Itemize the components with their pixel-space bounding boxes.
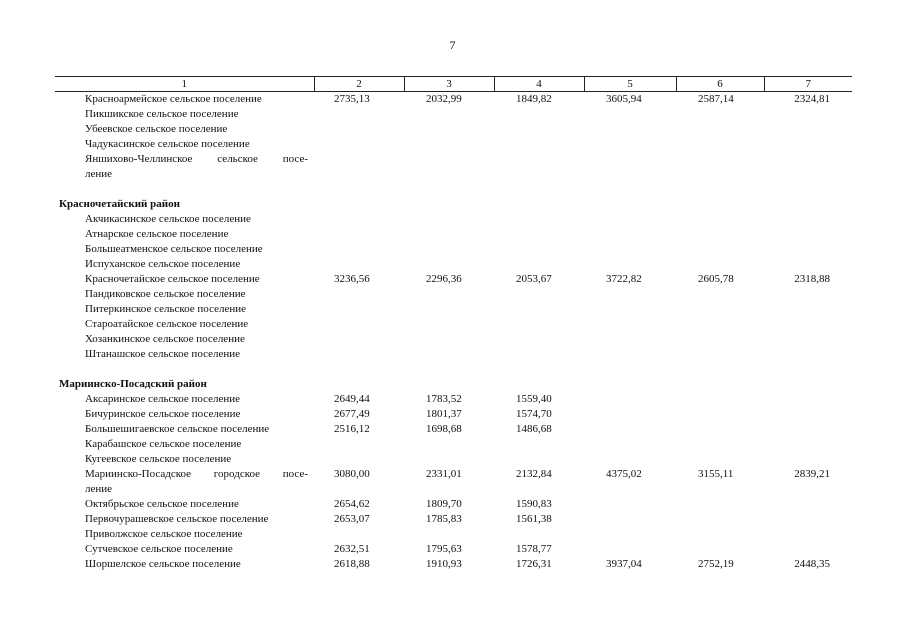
settlement-name: Чадукасинское сельское поселение bbox=[85, 138, 250, 150]
value-cell-col6 bbox=[676, 137, 764, 152]
value-cell-col3: 2331,01 bbox=[426, 468, 462, 480]
value-cell-col4 bbox=[494, 152, 584, 167]
value-cell-col5: 4375,02 bbox=[606, 468, 642, 480]
value-cell-col2: 2677,49 bbox=[334, 408, 370, 420]
value-cell-col6 bbox=[676, 257, 764, 272]
value-cell-col2: 2649,44 bbox=[334, 393, 370, 405]
value-cell-col5 bbox=[584, 407, 676, 422]
value-cell-col6 bbox=[676, 317, 764, 332]
value-cell-col6 bbox=[676, 107, 764, 122]
value-cell-col4: 1559,40 bbox=[516, 393, 552, 405]
value-cell-col4 bbox=[494, 137, 584, 152]
value-cell-col2 bbox=[314, 122, 404, 137]
value-cell-col6 bbox=[676, 287, 764, 302]
value-cell-col4: 1578,77 bbox=[516, 543, 552, 555]
value-cell-col7 bbox=[764, 212, 852, 227]
header-row bbox=[55, 77, 852, 92]
value-cell-col3: 1698,68 bbox=[426, 423, 462, 435]
value-cell-col7 bbox=[764, 107, 852, 122]
value-cell-col3 bbox=[404, 242, 494, 257]
table-row bbox=[55, 257, 852, 272]
value-cell-col4 bbox=[494, 332, 584, 347]
settlement-name: Атнарское сельское поселение bbox=[85, 228, 229, 240]
value-cell-col7: 2839,21 bbox=[794, 468, 830, 480]
value-cell-col5: 3937,04 bbox=[606, 558, 642, 570]
value-cell-col5 bbox=[584, 212, 676, 227]
value-cell-col6 bbox=[676, 407, 764, 422]
value-cell-col3 bbox=[404, 212, 494, 227]
settlement-name: Мариинско-Посадское городское посе- bbox=[85, 468, 308, 480]
value-cell-col7 bbox=[764, 167, 852, 182]
value-cell-col2 bbox=[314, 437, 404, 452]
settlement-name: Пандиковское сельское поселение bbox=[85, 288, 246, 300]
table-row bbox=[55, 317, 852, 332]
value-cell-col4 bbox=[494, 242, 584, 257]
settlement-name: Шоршелское сельское поселение bbox=[85, 558, 241, 570]
settlement-name: ление bbox=[85, 168, 113, 180]
value-cell-col3: 1910,93 bbox=[426, 558, 462, 570]
value-cell-col4 bbox=[494, 212, 584, 227]
settlement-name: Большеатменское сельское поселение bbox=[85, 243, 263, 255]
value-cell-col2 bbox=[314, 527, 404, 542]
value-cell-col4: 2053,67 bbox=[516, 273, 552, 285]
value-cell-col6 bbox=[676, 347, 764, 362]
value-cell-col5 bbox=[584, 542, 676, 557]
column-header: 1 bbox=[55, 77, 314, 92]
value-cell-col2 bbox=[314, 347, 404, 362]
table-row bbox=[55, 227, 852, 242]
value-cell-col2 bbox=[314, 302, 404, 317]
table-row bbox=[55, 212, 852, 227]
table-row bbox=[55, 467, 852, 482]
value-cell-col6 bbox=[676, 167, 764, 182]
district-heading: Красночетайский район bbox=[59, 198, 180, 210]
table-row bbox=[55, 557, 852, 572]
value-cell-col5 bbox=[584, 527, 676, 542]
value-cell-col5 bbox=[584, 227, 676, 242]
value-cell-col2: 2735,13 bbox=[334, 93, 370, 105]
value-cell-col6 bbox=[676, 212, 764, 227]
value-cell-col7 bbox=[764, 152, 852, 167]
value-cell-col6 bbox=[676, 437, 764, 452]
value-cell-col5 bbox=[584, 317, 676, 332]
value-cell-col5 bbox=[584, 332, 676, 347]
value-cell-col5 bbox=[584, 257, 676, 272]
column-header: 3 bbox=[404, 77, 494, 92]
value-cell-col7 bbox=[764, 512, 852, 527]
value-cell-col4: 1590,83 bbox=[516, 498, 552, 510]
value-cell-col6 bbox=[676, 527, 764, 542]
value-cell-col5 bbox=[584, 137, 676, 152]
value-cell-col4 bbox=[494, 257, 584, 272]
settlement-name: Большешигаевское сельское поселение bbox=[85, 423, 270, 435]
table-row bbox=[55, 107, 852, 122]
table-row bbox=[55, 437, 852, 452]
column-header: 2 bbox=[314, 77, 404, 92]
value-cell-col6 bbox=[676, 332, 764, 347]
value-cell-col3: 1801,37 bbox=[426, 408, 462, 420]
value-cell-col2: 2618,88 bbox=[334, 558, 370, 570]
table-row bbox=[55, 332, 852, 347]
value-cell-col5 bbox=[584, 422, 676, 437]
value-cell-col2 bbox=[314, 227, 404, 242]
column-header: 6 bbox=[676, 77, 764, 92]
table-row bbox=[55, 452, 852, 467]
value-cell-col2 bbox=[314, 452, 404, 467]
value-cell-col6 bbox=[676, 302, 764, 317]
table-row bbox=[55, 392, 852, 407]
value-cell-col4 bbox=[494, 167, 584, 182]
value-cell-col2 bbox=[314, 152, 404, 167]
settlement-name: ление bbox=[85, 483, 113, 495]
table-row bbox=[55, 167, 852, 182]
value-cell-col3 bbox=[404, 137, 494, 152]
settlement-name: Красночетайское сельское поселение bbox=[85, 273, 260, 285]
settlement-name: Убеевское сельское поселение bbox=[85, 123, 228, 135]
settlement-name: Штанашское сельское поселение bbox=[85, 348, 241, 360]
value-cell-col5 bbox=[584, 497, 676, 512]
value-cell-col3 bbox=[404, 227, 494, 242]
value-cell-col5 bbox=[584, 512, 676, 527]
value-cell-col5 bbox=[584, 242, 676, 257]
value-cell-col5 bbox=[584, 152, 676, 167]
settlement-name: Староатайское сельское поселение bbox=[85, 318, 249, 330]
data-table bbox=[55, 76, 852, 572]
value-cell-col6 bbox=[676, 512, 764, 527]
value-cell-col5 bbox=[584, 392, 676, 407]
district-heading: Мариинско-Посадский район bbox=[59, 378, 207, 390]
spacer-cell bbox=[55, 182, 852, 197]
value-cell-col6 bbox=[676, 152, 764, 167]
value-cell-col7 bbox=[764, 437, 852, 452]
settlement-name: Октябрьское сельское поселение bbox=[85, 498, 239, 510]
value-cell-col3 bbox=[404, 122, 494, 137]
value-cell-col3 bbox=[404, 287, 494, 302]
settlement-name: Красноармейское сельское поселение bbox=[85, 93, 262, 105]
value-cell-col5: 3722,82 bbox=[606, 273, 642, 285]
value-cell-col7 bbox=[764, 317, 852, 332]
value-cell-col7 bbox=[764, 482, 852, 497]
value-cell-col7 bbox=[764, 452, 852, 467]
value-cell-col7 bbox=[764, 347, 852, 362]
value-cell-col2 bbox=[314, 482, 404, 497]
value-cell-col7 bbox=[764, 527, 852, 542]
value-cell-col2 bbox=[314, 257, 404, 272]
settlement-name: Аксаринское сельское поселение bbox=[85, 393, 241, 405]
value-cell-col2: 2632,51 bbox=[334, 543, 370, 555]
value-cell-col3: 1785,83 bbox=[426, 513, 462, 525]
spacer-row bbox=[55, 182, 852, 197]
table-row bbox=[55, 347, 852, 362]
value-cell-col3 bbox=[404, 527, 494, 542]
value-cell-col6: 2605,78 bbox=[698, 273, 734, 285]
table-row bbox=[55, 482, 852, 497]
table-row bbox=[55, 542, 852, 557]
settlement-name: Питеркинское сельское поселение bbox=[85, 303, 246, 315]
value-cell-col4 bbox=[494, 287, 584, 302]
page-number: 7 bbox=[449, 38, 456, 52]
value-cell-col2 bbox=[314, 137, 404, 152]
value-cell-col6 bbox=[676, 422, 764, 437]
district-heading-row bbox=[55, 377, 852, 392]
value-cell-col4 bbox=[494, 317, 584, 332]
value-cell-col3: 1783,52 bbox=[426, 393, 462, 405]
value-cell-col5 bbox=[584, 122, 676, 137]
value-cell-col5 bbox=[584, 437, 676, 452]
value-cell-col2: 3236,56 bbox=[334, 273, 370, 285]
settlement-name: Приволжское сельское поселение bbox=[85, 528, 243, 540]
value-cell-col4 bbox=[494, 302, 584, 317]
table-header bbox=[55, 77, 852, 92]
value-cell-col5 bbox=[584, 452, 676, 467]
value-cell-col2: 2653,07 bbox=[334, 513, 370, 525]
value-cell-col3 bbox=[404, 452, 494, 467]
value-cell-col3 bbox=[404, 317, 494, 332]
value-cell-col7 bbox=[764, 332, 852, 347]
settlement-name: Акчикасинское сельское поселение bbox=[85, 213, 251, 225]
value-cell-col3 bbox=[404, 332, 494, 347]
value-cell-col3 bbox=[404, 302, 494, 317]
value-cell-col5 bbox=[584, 167, 676, 182]
value-cell-col4 bbox=[494, 527, 584, 542]
value-cell-col5: 3605,94 bbox=[606, 93, 642, 105]
value-cell-col6 bbox=[676, 542, 764, 557]
value-cell-col6 bbox=[676, 227, 764, 242]
value-cell-col6 bbox=[676, 482, 764, 497]
value-cell-col7 bbox=[764, 542, 852, 557]
value-cell-col6 bbox=[676, 497, 764, 512]
value-cell-col2 bbox=[314, 242, 404, 257]
settlement-name: Бичуринское сельское поселение bbox=[85, 408, 241, 420]
value-cell-col2 bbox=[314, 332, 404, 347]
value-cell-col3: 2296,36 bbox=[426, 273, 462, 285]
value-cell-col5 bbox=[584, 287, 676, 302]
value-cell-col6 bbox=[676, 452, 764, 467]
value-cell-col7 bbox=[764, 227, 852, 242]
settlement-name: Сутчевское сельское поселение bbox=[85, 543, 233, 555]
value-cell-col4 bbox=[494, 227, 584, 242]
table-row bbox=[55, 152, 852, 167]
value-cell-col4: 1574,70 bbox=[516, 408, 552, 420]
table-row bbox=[55, 272, 852, 287]
value-cell-col7: 2324,81 bbox=[794, 93, 830, 105]
value-cell-col2 bbox=[314, 317, 404, 332]
settlement-name: Пикшикское сельское поселение bbox=[85, 108, 239, 120]
value-cell-col3: 2032,99 bbox=[426, 93, 462, 105]
value-cell-col6 bbox=[676, 242, 764, 257]
table-row bbox=[55, 407, 852, 422]
value-cell-col4 bbox=[494, 107, 584, 122]
value-cell-col4 bbox=[494, 482, 584, 497]
value-cell-col3 bbox=[404, 152, 494, 167]
value-cell-col7 bbox=[764, 137, 852, 152]
value-cell-col2 bbox=[314, 212, 404, 227]
value-cell-col5 bbox=[584, 482, 676, 497]
table-row bbox=[55, 497, 852, 512]
value-cell-col7 bbox=[764, 407, 852, 422]
value-cell-col2: 2516,12 bbox=[334, 423, 370, 435]
table-row bbox=[55, 512, 852, 527]
value-cell-col2: 3080,00 bbox=[334, 468, 370, 480]
value-cell-col3 bbox=[404, 167, 494, 182]
settlement-name: Яншихово-Челлинское сельское посе- bbox=[85, 153, 308, 165]
value-cell-col3 bbox=[404, 437, 494, 452]
value-cell-col5 bbox=[584, 302, 676, 317]
value-cell-col3 bbox=[404, 482, 494, 497]
value-cell-col7: 2318,88 bbox=[794, 273, 830, 285]
value-cell-col7 bbox=[764, 497, 852, 512]
value-cell-col6: 2587,14 bbox=[698, 93, 734, 105]
value-cell-col3 bbox=[404, 347, 494, 362]
table-row bbox=[55, 242, 852, 257]
value-cell-col4: 1726,31 bbox=[516, 558, 552, 570]
column-header: 7 bbox=[764, 77, 852, 92]
value-cell-col2: 2654,62 bbox=[334, 498, 370, 510]
value-cell-col2 bbox=[314, 107, 404, 122]
table-row bbox=[55, 92, 852, 108]
value-cell-col4: 2132,84 bbox=[516, 468, 552, 480]
value-cell-col7 bbox=[764, 242, 852, 257]
settlement-name: Кугеевское сельское поселение bbox=[85, 453, 232, 465]
value-cell-col4 bbox=[494, 437, 584, 452]
value-cell-col7 bbox=[764, 257, 852, 272]
value-cell-col4: 1849,82 bbox=[516, 93, 552, 105]
column-header: 5 bbox=[584, 77, 676, 92]
value-cell-col7 bbox=[764, 302, 852, 317]
value-cell-col7: 2448,35 bbox=[794, 558, 830, 570]
column-header: 4 bbox=[494, 77, 584, 92]
table-row bbox=[55, 122, 852, 137]
value-cell-col7 bbox=[764, 122, 852, 137]
value-cell-col5 bbox=[584, 107, 676, 122]
value-cell-col3 bbox=[404, 107, 494, 122]
spacer-cell bbox=[55, 362, 852, 377]
settlement-name: Первочурашевское сельское поселение bbox=[85, 513, 269, 525]
value-cell-col6 bbox=[676, 392, 764, 407]
value-cell-col6: 2752,19 bbox=[698, 558, 734, 570]
value-cell-col4: 1561,38 bbox=[516, 513, 552, 525]
value-cell-col3: 1809,70 bbox=[426, 498, 462, 510]
value-cell-col7 bbox=[764, 287, 852, 302]
table-row bbox=[55, 302, 852, 317]
value-cell-col6 bbox=[676, 122, 764, 137]
table-row bbox=[55, 422, 852, 437]
value-cell-col4 bbox=[494, 122, 584, 137]
settlement-name: Хозанкинское сельское поселение bbox=[85, 333, 245, 345]
value-cell-col4 bbox=[494, 452, 584, 467]
table-row bbox=[55, 527, 852, 542]
value-cell-col6: 3155,11 bbox=[698, 468, 734, 480]
value-cell-col2 bbox=[314, 287, 404, 302]
value-cell-col4: 1486,68 bbox=[516, 423, 552, 435]
settlement-name: Испуханское сельское поселение bbox=[85, 258, 241, 270]
table-row bbox=[55, 287, 852, 302]
table-row bbox=[55, 137, 852, 152]
spacer-row bbox=[55, 362, 852, 377]
value-cell-col7 bbox=[764, 422, 852, 437]
value-cell-col2 bbox=[314, 167, 404, 182]
table-body bbox=[55, 92, 852, 573]
value-cell-col5 bbox=[584, 347, 676, 362]
value-cell-col7 bbox=[764, 392, 852, 407]
value-cell-col3 bbox=[404, 257, 494, 272]
value-cell-col4 bbox=[494, 347, 584, 362]
value-cell-col3: 1795,63 bbox=[426, 543, 462, 555]
settlement-name: Карабашское сельское поселение bbox=[85, 438, 242, 450]
district-heading-row bbox=[55, 197, 852, 212]
